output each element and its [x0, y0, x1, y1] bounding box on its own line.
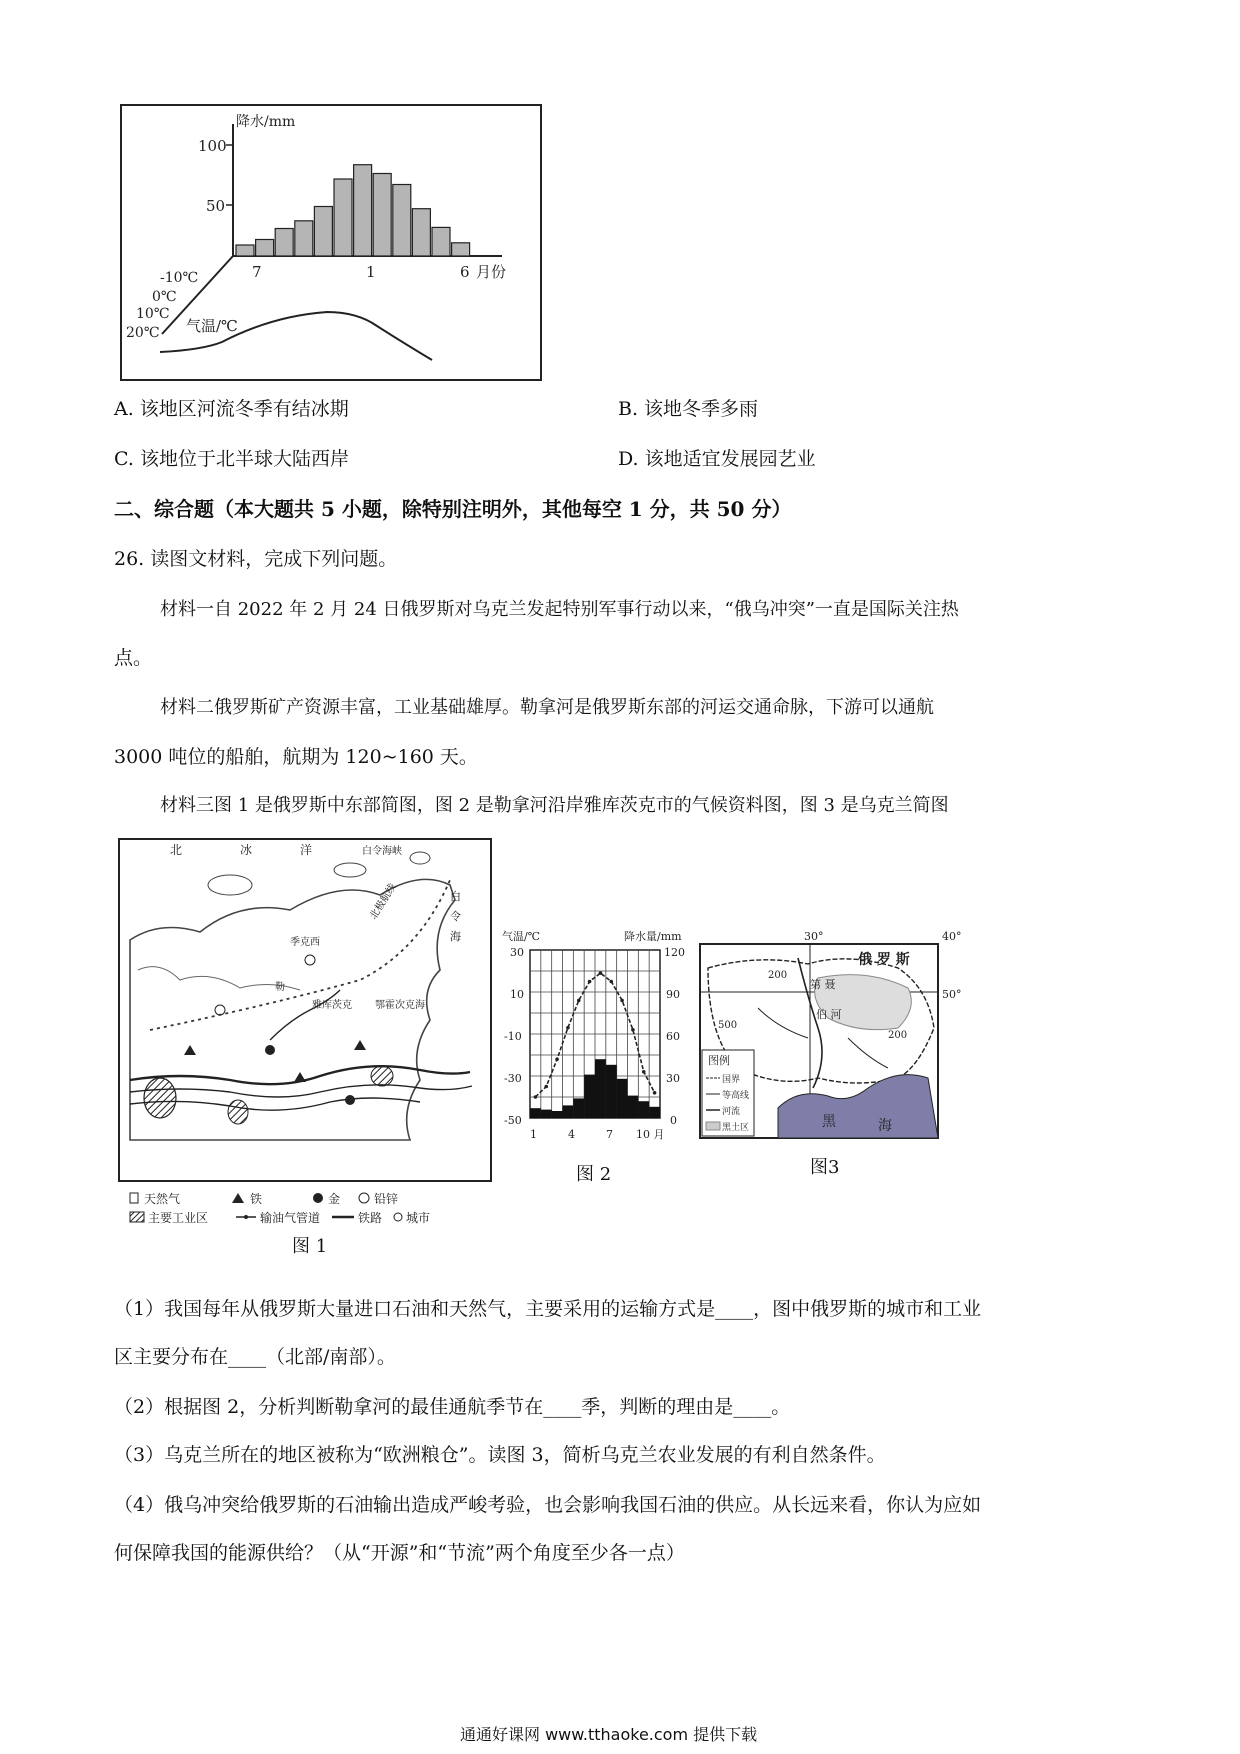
- material-2-line1: 材料二俄罗斯矿产资源丰富，工业基础雄厚。勒拿河是俄罗斯东部的河运交通命脉，下游可以通航: [160, 697, 934, 718]
- top-precip-bar-12: [334, 179, 352, 256]
- fig2-precip-bar-9: [617, 1079, 628, 1118]
- map-label-bering1: 白: [450, 890, 461, 903]
- fig3-label-river1: 第 聂: [810, 978, 836, 991]
- map-label-bering2: 令: [450, 910, 461, 923]
- legend-leadzinc: 铅锌: [374, 1192, 399, 1206]
- fig2-month-10: 10 月: [636, 1128, 665, 1141]
- fig1-legend: [118, 1188, 498, 1228]
- fig2-precip-tick-0: 0: [670, 1114, 677, 1127]
- top-month-unit: 月份: [476, 263, 507, 281]
- top-precip-bar-5: [432, 227, 450, 256]
- fig3-legend-blacksoil: 黑土区: [722, 1123, 750, 1133]
- map-label-bering3: 海: [450, 930, 461, 943]
- section-title: 二、综合题（本大题共 5 小题，除特别注明外，其他每空 1 分，共 50 分）: [114, 497, 792, 521]
- top-climate-chart: [122, 106, 540, 379]
- fig2-precip-bar-3: [552, 1111, 563, 1118]
- option-c[interactable]: C. 该地位于北半球大陆西岸: [114, 448, 349, 470]
- fig3-label-sea: 海: [878, 1118, 892, 1134]
- top-temp-tick-0: 0℃: [152, 289, 177, 305]
- legend-pipeline: 输油气管道: [260, 1211, 321, 1225]
- top-month-1: 1: [366, 263, 376, 281]
- fig2-temp-tick-minus30: -30: [504, 1072, 522, 1085]
- question-4-line1: （4）俄乌冲突给俄罗斯的石油输出造成严峻考验，也会影响我国石油的供应。从长远来看，你认为应如: [114, 1494, 982, 1516]
- top-precip-bar-1: [354, 165, 372, 256]
- top-y-tick-50: 50: [206, 197, 226, 215]
- fig3-lon-30: 30°: [804, 930, 824, 943]
- top-temp-tick-10: 10℃: [136, 306, 170, 322]
- fig2-precip-axis-label: 降水量/mm: [624, 930, 682, 943]
- fig2-precip-tick-90: 90: [666, 988, 680, 1001]
- top-precip-bar-3: [393, 185, 411, 257]
- fig3-caption: 图3: [810, 1157, 840, 1178]
- map-label-lena: 勒: [275, 982, 285, 993]
- top-precip-bar-6: [452, 243, 470, 256]
- fig2-temp-point-2: [544, 1085, 548, 1089]
- map-label-okhotsk: 鄂霍次克海: [375, 1000, 425, 1011]
- top-precip-bar-10: [295, 221, 313, 256]
- legend-city: 城市: [406, 1211, 431, 1225]
- fig1-map-svg: [120, 840, 490, 1180]
- footer-text: 通通好课网 www.tthaoke.com 提供下载: [460, 1725, 758, 1744]
- fig2-caption: 图 2: [576, 1164, 612, 1185]
- question-3: （3）乌克兰所在的地区被称为“欧洲粮仓”。读图 3，简析乌克兰农业发展的有利自然条件。: [114, 1444, 886, 1466]
- map-label-ocean: 洋: [300, 843, 313, 857]
- fig2-precip-tick-120: 120: [664, 946, 685, 959]
- material-2-line2: 3000 吨位的船舶，航期为 120~160 天。: [114, 746, 478, 768]
- legend-gold: 金: [328, 1192, 341, 1206]
- map-label-yakutsk: 雅库茨克: [312, 1000, 352, 1011]
- fig2-temp-tick-30: 30: [510, 946, 524, 959]
- top-precip-bars: [236, 165, 470, 256]
- fig2-temp-point-5: [577, 999, 581, 1003]
- legend-gas: 天然气: [144, 1192, 181, 1206]
- top-precip-bar-7: [236, 245, 254, 256]
- fig3-contour-200a: 200: [768, 970, 788, 981]
- figure-climate-top: [120, 104, 542, 381]
- material-3-line1: 材料三图 1 是俄罗斯中东部简图，图 2 是勒拿河沿岸雅库茨克市的气候资料图，图 3 是乌克兰简图: [160, 795, 949, 816]
- fig2-precip-bar-4: [563, 1105, 574, 1118]
- fig2-precip-bar-5: [573, 1098, 584, 1118]
- option-b[interactable]: B. 该地冬季多雨: [618, 398, 759, 420]
- question-1-line1: （1）我国每年从俄罗斯大量进口石油和天然气，主要采用的运输方式是____，图中俄罗斯的城市和工业: [114, 1298, 982, 1320]
- fig2-precip-tick-60: 60: [666, 1030, 680, 1043]
- fig2-temp-point-8: [609, 980, 613, 984]
- fig2-temp-point-10: [631, 1028, 635, 1032]
- fig2-precip-bar-11: [638, 1101, 649, 1118]
- top-precip-bar-2: [373, 174, 391, 257]
- top-precip-bar-4: [412, 209, 430, 256]
- option-a[interactable]: A. 该地区河流冬季有结冰期: [114, 398, 349, 420]
- option-d[interactable]: D. 该地适宜发展园艺业: [618, 448, 816, 470]
- fig3-svg: [698, 928, 970, 1152]
- fig2-temp-point-11: [642, 1070, 646, 1074]
- q26-stem: 26. 读图文材料，完成下列问题。: [114, 548, 398, 570]
- top-y-tick-100: 100: [198, 137, 227, 155]
- material-1-line1: 材料一自 2022 年 2 月 24 日俄罗斯对乌克兰发起特别军事行动以来，“俄乌冲突”一直是国际关注热: [160, 599, 959, 620]
- fig2-temp-tick-minus50: -50: [504, 1114, 522, 1127]
- fig1-caption: 图 1: [292, 1236, 328, 1257]
- fig2-month-1: 1: [530, 1128, 537, 1141]
- map-label-city1: 季克西: [290, 937, 320, 948]
- figure-2-chart: [500, 928, 690, 1150]
- fig3-lon-40: 40°: [942, 930, 962, 943]
- top-temp-tick-minus10: -10℃: [160, 270, 199, 286]
- fig2-precip-bar-8: [606, 1065, 617, 1118]
- fig2-temp-tick-minus10: -10: [504, 1030, 522, 1043]
- fig2-precip-bar-2: [541, 1110, 552, 1118]
- figure-3-map: [698, 928, 970, 1152]
- fig3-label-russia: 俄 罗 斯: [858, 952, 910, 968]
- map-label-route: 北极航线: [368, 881, 399, 922]
- fig3-label-river2: 伯 河: [816, 1008, 842, 1021]
- top-precip-label: 降水/mm: [236, 114, 296, 130]
- fig2-temp-axis-label: 气温/℃: [502, 930, 541, 943]
- fig2-precip-bar-6: [584, 1075, 595, 1118]
- map-label-north: 北: [170, 843, 183, 857]
- fig2-temp-tick-10: 10: [510, 988, 524, 1001]
- fig2-precip-bar-10: [628, 1096, 639, 1118]
- top-precip-bar-9: [275, 229, 293, 257]
- fig3-legend-river: 河流: [722, 1107, 741, 1117]
- fig2-temp-point-1: [534, 1095, 538, 1099]
- material-1-line2: 点。: [114, 647, 153, 669]
- fig2-precip-bar-7: [595, 1059, 606, 1118]
- fig2-temp-point-7: [599, 971, 603, 975]
- map-label-ice: 冰: [240, 843, 253, 857]
- fig2-temp-point-12: [653, 1091, 657, 1095]
- question-1-line2: 区主要分布在____（北部/南部）。: [114, 1346, 396, 1368]
- fig3-lat-50: 50°: [942, 988, 962, 1001]
- top-precip-bar-11: [314, 207, 332, 257]
- fig2-precip-bar-1: [530, 1108, 541, 1118]
- fig2-svg: [500, 928, 690, 1150]
- top-precip-bar-8: [256, 240, 274, 257]
- fig3-label-black: 黑: [822, 1114, 836, 1130]
- fig3-legend-contour: 等高线: [722, 1091, 750, 1101]
- top-month-6: 6: [460, 263, 470, 281]
- fig2-precip-tick-30: 30: [666, 1072, 680, 1085]
- question-2: （2）根据图 2，分析判断勒拿河的最佳通航季节在____季，判断的理由是____。: [114, 1396, 791, 1418]
- fig3-contour-500: 500: [718, 1020, 738, 1031]
- figure-1-map: [118, 838, 492, 1182]
- fig2-precip-bar-12: [649, 1107, 660, 1118]
- fig2-temp-point-4: [566, 1026, 570, 1030]
- fig2-temp-point-3: [555, 1057, 559, 1061]
- question-4-line2: 何保障我国的能源供给？（从“开源”和“节流”两个角度至少各一点）: [114, 1542, 685, 1564]
- legend-industry: 主要工业区: [148, 1211, 209, 1225]
- fig2-temp-point-9: [620, 999, 624, 1003]
- fig2-temp-point-6: [588, 980, 592, 984]
- top-temp-label: 气温/℃: [186, 317, 238, 335]
- fig3-legend-border: 国界: [722, 1075, 741, 1085]
- fig3-contour-200b: 200: [888, 1030, 908, 1041]
- fig2-month-7: 7: [606, 1128, 613, 1141]
- top-month-7: 7: [252, 263, 262, 281]
- legend-railway: 铁路: [358, 1211, 383, 1225]
- map-label-strait: 白令海峡: [362, 846, 402, 857]
- fig2-month-4: 4: [568, 1128, 575, 1141]
- legend-iron: 铁: [250, 1192, 263, 1206]
- fig3-legend-title: 图例: [708, 1054, 730, 1067]
- top-temp-tick-20: 20℃: [126, 325, 160, 341]
